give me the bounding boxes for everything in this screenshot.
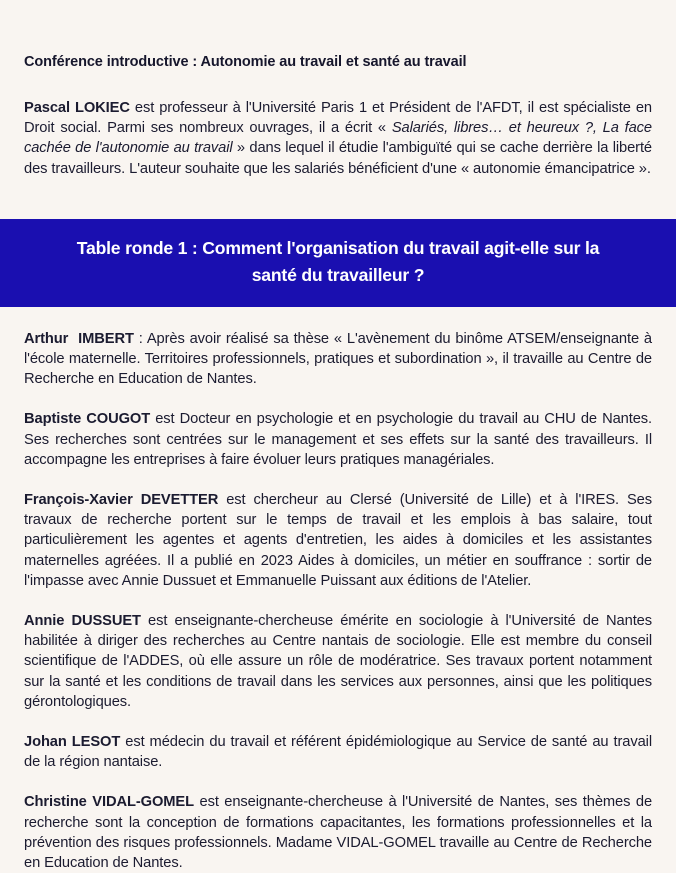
speaker-name-last: DUSSUET [71, 613, 141, 630]
speaker-name-first: Annie [24, 613, 65, 630]
speaker-bio-lesot [24, 712, 652, 772]
speaker-bio-dussuet [24, 591, 652, 712]
speaker-name-last: COUGOT [86, 411, 151, 428]
speaker-name-last: LESOT [71, 734, 121, 751]
speaker-name-first: Arthur [24, 330, 69, 347]
speaker-bio-text: est médecin du travail et référent épidémiologique au Service de santé au travail de la région nantaise. [24, 734, 652, 771]
speaker-bio-imbert [24, 329, 652, 390]
speaker-bio-text: est enseignante-chercheuse à l'Université de Nantes, ses thèmes de recherche sont la conception de formations capacitantes, les formations professionnelles et la prévention des risques professionnels. Madame VIDAL-GOMEL travaille au Centre de Recherche en Education de Nantes. [24, 794, 653, 872]
speaker-bio-devetter [24, 470, 652, 591]
book-title: Salariés, libres… et heureux ?, La face cachée de l'autonomie au travail [24, 120, 652, 157]
speaker-name-first: Baptiste [24, 411, 82, 428]
speaker-bio-text: est enseignante-chercheuse émérite en sociologie à l'Université de Nantes habilitée à diriger des recherches au Centre nantais de sociologie. Elle est membre du conseil scientifique de l'ADDES, où elle assure un rôle de modératrice. Ses travaux portent notamment sur la santé et les conditions de travail dans les services aux personnes, ainsi que les politiques gérontologiques. [24, 613, 652, 710]
speaker-name-space [133, 492, 141, 508]
speaker-bio-vidal-gomel [24, 772, 652, 873]
speaker-name-first: Christine [24, 794, 87, 811]
speaker-name-last: LOKIEC [74, 100, 130, 116]
speaker-name-last: DEVETTER [140, 492, 219, 509]
intro-heading: Conférence introductive : Autonomie au travail et santé au travail [24, 54, 467, 70]
speaker-name-last: IMBERT [78, 330, 134, 347]
speaker-bio-part1: est professeur à l'Université Paris 1 et Président de l'AFDT, il est spécialiste en Droit social. Parmi ses nombreux ouvrages, il a écrit « [24, 100, 652, 137]
banner-bottom-spacer [0, 307, 676, 329]
banner-top-spacer [0, 179, 676, 219]
speaker-name-first: François-Xavier [24, 492, 133, 509]
banner-title: Table ronde 1 : Comment l'organisation du travail agit-elle sur la santé du travailleur ? [76, 237, 600, 285]
speaker-bio-cougot [24, 389, 652, 470]
speaker-bio-text: est Docteur en psychologie et en psychologie du travail au CHU de Nantes. Ses recherches sont centrées sur le management et ses effets sur la santé des travailleurs. Il accompagne les entreprises à faire évoluer leurs pratiques managériales. [24, 411, 653, 468]
intro-section [0, 0, 676, 179]
speaker-bio-text: : Après avoir réalisé sa thèse « L'avènement du binôme ATSEM/enseignante à l'école maternelle. Territoires professionnels, pratiques et subordination », il travaille au Centre de Recherche en Education de Nantes. [24, 330, 652, 388]
table-ronde-banner [0, 219, 676, 307]
speaker-name-space [68, 331, 78, 347]
speaker-bio-part2: » dans lequel il étudie l'ambiguïté qui se cache derrière la liberté des travailleurs. L'auteur souhaite que les salariés bénéficient d'une « autonomie émancipatrice ». [24, 140, 652, 177]
speaker-name-first: Johan [24, 734, 67, 751]
speaker-name-last: VIDAL-GOMEL [92, 794, 194, 811]
speakers-section [0, 329, 676, 873]
speaker-bio-lokiec [24, 72, 652, 179]
speaker-name-first: Pascal [24, 100, 70, 116]
speaker-bio-text: est chercheur au Clersé (Université de Lille) et à l'IRES. Ses travaux de recherche portent sur le temps de travail et les emplois à bas salaire, tout particulièrement les agentes et agents d'entretien, les aides à domiciles et les assistantes maternelles agréées. Il a publié en 2023 Aides à domiciles, un métier en souffrance : sortir de l'impasse avec Annie Dussuet et Emmanuelle Puissant aux éditions de l'Atelier. [24, 492, 652, 589]
